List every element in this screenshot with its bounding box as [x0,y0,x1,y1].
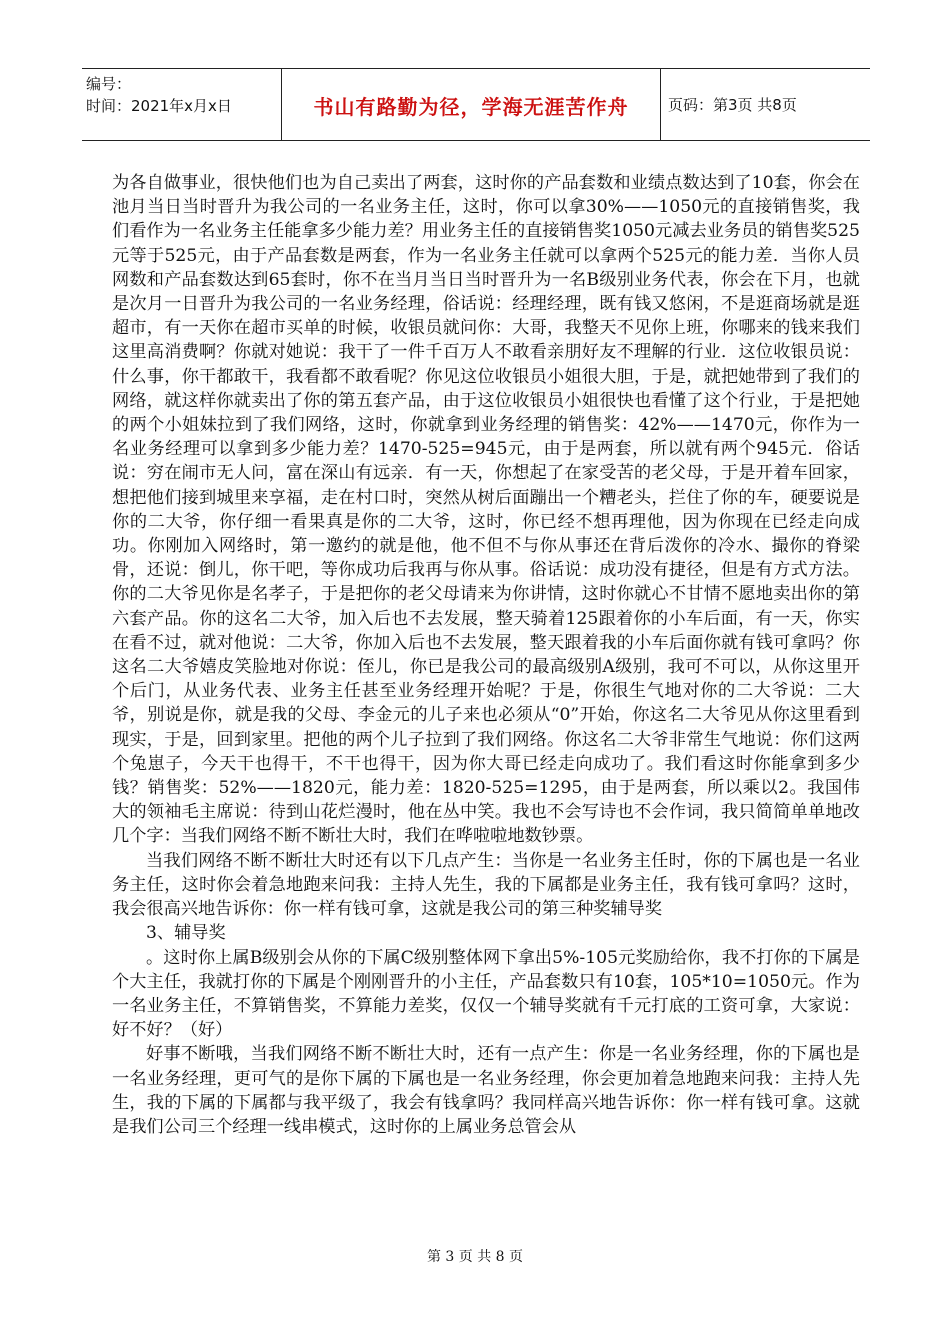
header-page-number: 页码：第3页 共8页 [668,96,797,114]
page-header [82,68,870,141]
body-paragraph: 好事不断哦，当我们网络不断不断壮大时，还有一点产生：你是一名业务经理，你的下属也是一名业务经理，更可气的是你下属的下属也是一名业务经理，你会更加着急地跑来问我：主持人先生，我的下属的下属都与我平级了，我会有钱拿吗？我同样高兴地告诉你：你一样有钱可拿。这就是我们公司三个经理一线串模式，这时你的上属业务总管会从 [112,1044,860,1137]
page-footer: 第 3 页 共 8 页 [426,1249,524,1265]
header-meta [82,69,280,140]
document-number-label: 编号： [86,75,132,93]
section-heading: 3、辅导奖 [146,923,226,944]
document-body [112,171,860,1139]
header-divider [660,69,661,140]
document-time-label: 时间：2021年x月x日 [86,97,232,115]
body-paragraph: 当我们网络不断不断壮大时还有以下几点产生：当你是一名业务主任时，你的下属也是一名业务主任，这时你会着急地跑来问我：主持人先生，我的下属都是业务主任，我有钱可拿吗？这时，我会很高兴地告诉你：你一样有钱可拿，这就是我公司的第三种奖辅导奖 [112,850,860,920]
body-paragraph: 。这时你上属B级别会从你的下属C级别整体网下拿出5%-105元奖励给你，我不打你的下属是个大主任，我就打你的下属是个刚刚晋升的小主任，产品套数只有10套，105*10=1050元。作为一名业务主任，不算销售奖，不算能力差奖，仅仅一个辅导奖就有千元打底的工资可拿，大家说：好不好？（好） [112,947,860,1041]
header-motto: 书山有路勤为径，学海无涯苦作舟 [313,95,629,119]
body-paragraph: 为各自做事业，很快他们也为自己卖出了两套，这时你的产品套数和业绩点数达到了10套，你会在池月当日当时晋升为我公司的一名业务主任，这时，你可以拿30%——1050元的直接销售奖，我们看作为一名业务主任能拿多少能力差？用业务主任的直接销售奖1050元减去业务员的销售奖525元等于525元，由于产品套数是两套，作为一名业务主任就可以拿两个525元的能力差．当你人员网数和产品套数达到65套时，你不在当月当日当时晋升为一名B级别业务代表，你会在下月，也就是次月一日晋升为我公司的一名业务经理，俗话说：经理经理，既有钱又悠闲，不是逛商场就是逛超市，有一天你在超市买单的时候，收银员就问你：大哥，我整天不见你上班，你哪来的钱来我们这里高消费啊？你就对她说：我干了一件千百万人不敢看亲朋好友不理解的行业．这位收银员说：什么事，你干都敢干，我看都不敢看呢？你见这位收银员小姐很大胆，于是，就把她带到了我们的网络，就这样你就卖出了你的第五套产品，由于这位收银员小姐很快也看懂了这个行业，于是把她的两个小姐妹拉到了我们网络，这时，你就拿到业务经理的销售奖：42%——1470元，你作为一名业务经理可以拿到多少能力差？1470-525=945元，由于是两套，所以就有两个945元．俗话说：穷在闹市无人问，富在深山有远亲．有一天，你想起了在家受苦的老父母，于是开着车回家，想把他们接到城里来享福，走在村口时，突然从树后面蹦出一个糟老头，拦住了你的车，硬要说是你的二大爷，你仔细一看果真是你的二大爷，这时，你已经不想再理他，因为你现在已经走向成功。你刚加入网络时，第一邀约的就是他，他不但不与你从事还在背后泼你的冷水、撮你的脊梁骨，还说：倒儿，你干吧，等你成功后我再与你从事。俗话说：成功没有捷径，但是有方式方法。你的二大爷见你是名孝子，于是把你的老父母请来为你讲情，这时你就心不甘情不愿地卖出你的第六套产品。你的这名二大爷，加入后也不去发展，整天骑着125跟着你的小车后面，有一天，你实在看不过，就对他说：二大爷，你加入后也不去发展，整天跟着我的小车后面你就有钱可拿吗？你这名二大爷嬉皮笑脸地对你说：侄儿，你已是我公司的最高级别A级别，我可不可以，从你这里开个后门，从业务代表、业务主任甚至业务经理开始呢？于是，你很生气地对你的二大爷说：二大爷，别说是你，就是我的父母、李金元的儿子来也必须从“0”开始，你这名二大爷见从你这里看到现实，于是，回到家里。把他的两个儿子拉到了我们网络。你这名二大爷非常生气地说：你们这两个兔崽子，今天干也得干，不干也得干，因为你大哥已经走向成功了。我们看这时你能拿到多少钱？销售奖：52%——1820元，能力差：1820-525=1295，由于是两套，所以乘以2。我国伟大的领袖毛主席说：待到山花烂漫时，他在丛中笑。我也不会写诗也不会作词，我只简简单单地改几个字：当我们网络不断不断壮大时，我们在哗啦啦地数钞票。 [112,173,860,847]
